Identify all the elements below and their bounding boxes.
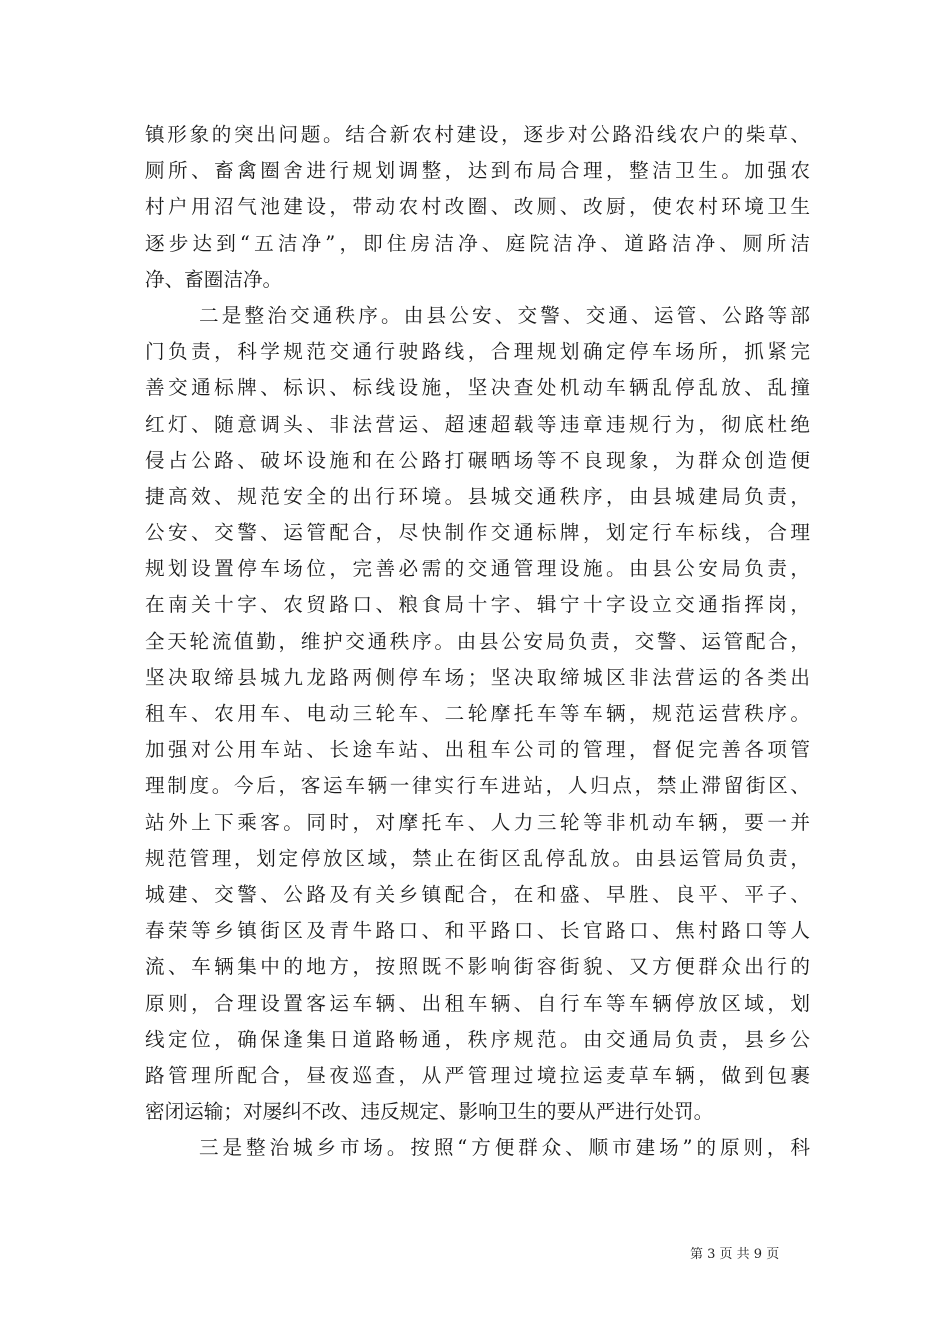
text-line: 流、车辆集中的地方，按照既不影响街容街貌、又方便群众出行的 — [145, 955, 810, 979]
text-line: 规划设置停车场位，完善必需的交通管理设施。由县公安局负责， — [145, 557, 810, 581]
text-line: 二是整治交通秩序。由县公安、交警、交通、运管、公路等部 — [199, 303, 810, 327]
text-line: 城建、交警、公路及有关乡镇配合，在和盛、早胜、良平、平子、 — [145, 882, 810, 906]
text-line: 全天轮流值勤，维护交通秩序。由县公安局负责，交警、运管配合， — [145, 629, 810, 653]
text-line: 公安、交警、运管配合，尽快制作交通标牌，划定行车标线，合理 — [145, 521, 810, 545]
page-number: 第 3 页 共 9 页 — [690, 1247, 780, 1262]
text-line: 净、畜圈洁净。 — [145, 267, 283, 291]
text-line: 善交通标牌、标识、标线设施，坚决查处机动车辆乱停乱放、乱撞 — [145, 376, 810, 400]
text-line: 春荣等乡镇街区及青牛路口、和平路口、长官路口、焦村路口等人 — [145, 919, 810, 943]
text-line: 规范管理，划定停放区域，禁止在街区乱停乱放。由县运管局负责， — [145, 846, 810, 870]
text-line: 租车、农用车、电动三轮车、二轮摩托车等车辆，规范运营秩序。 — [145, 702, 810, 725]
text-line: 坚决取缔县城九龙路两侧停车场；坚决取缔城区非法营运的各类出 — [145, 665, 810, 689]
text-line: 三是整治城乡市场。按照“方便群众、顺市建场”的原则，科 — [199, 1136, 810, 1160]
text-line: 捷高效、规范安全的出行环境。县城交通秩序，由县城建局负责， — [145, 484, 810, 508]
text-line: 逐步达到“五洁净”，即住房洁净、庭院洁净、道路洁净、厕所洁 — [145, 231, 810, 255]
text-line: 在南关十字、农贸路口、粮食局十字、辑宁十字设立交通指挥岗， — [145, 593, 810, 617]
text-line: 镇形象的突出问题。结合新农村建设，逐步对公路沿线农户的柴草、 — [145, 123, 810, 146]
text-line: 理制度。今后，客运车辆一律实行车进站，人归点，禁止滞留街区、 — [145, 774, 810, 798]
text-line: 侵占公路、破坏设施和在公路打碾晒场等不良现象，为群众创造便 — [145, 448, 810, 472]
text-line: 原则，合理设置客运车辆、出租车辆、自行车等车辆停放区域，划 — [145, 991, 810, 1015]
text-line: 密闭运输；对屡纠不改、违反规定、影响卫生的要从严进行处罚。 — [145, 1100, 714, 1124]
text-line: 路管理所配合，昼夜巡查，从严管理过境拉运麦草车辆，做到包裹 — [145, 1063, 810, 1087]
text-line: 村户用沼气池建设，带动农村改圈、改厕、改厨，使农村环境卫生 — [145, 195, 810, 219]
text-line: 站外上下乘客。同时，对摩托车、人力三轮等非机动车辆，要一并 — [145, 810, 810, 834]
text-line: 线定位，确保逢集日道路畅通，秩序规范。由交通局负责，县乡公 — [145, 1027, 810, 1051]
text-line: 加强对公用车站、长途车站、出租车公司的管理，督促完善各项管 — [145, 738, 810, 762]
text-line: 门负责，科学规范交通行驶路线，合理规划确定停车场所，抓紧完 — [145, 340, 810, 364]
text-line: 红灯、随意调头、非法营运、超速超载等违章违规行为，彻底杜绝 — [145, 412, 810, 436]
body-text — [145, 117, 810, 1166]
text-line: 厕所、畜禽圈舍进行规划调整，达到布局合理，整洁卫生。加强农 — [145, 159, 810, 183]
